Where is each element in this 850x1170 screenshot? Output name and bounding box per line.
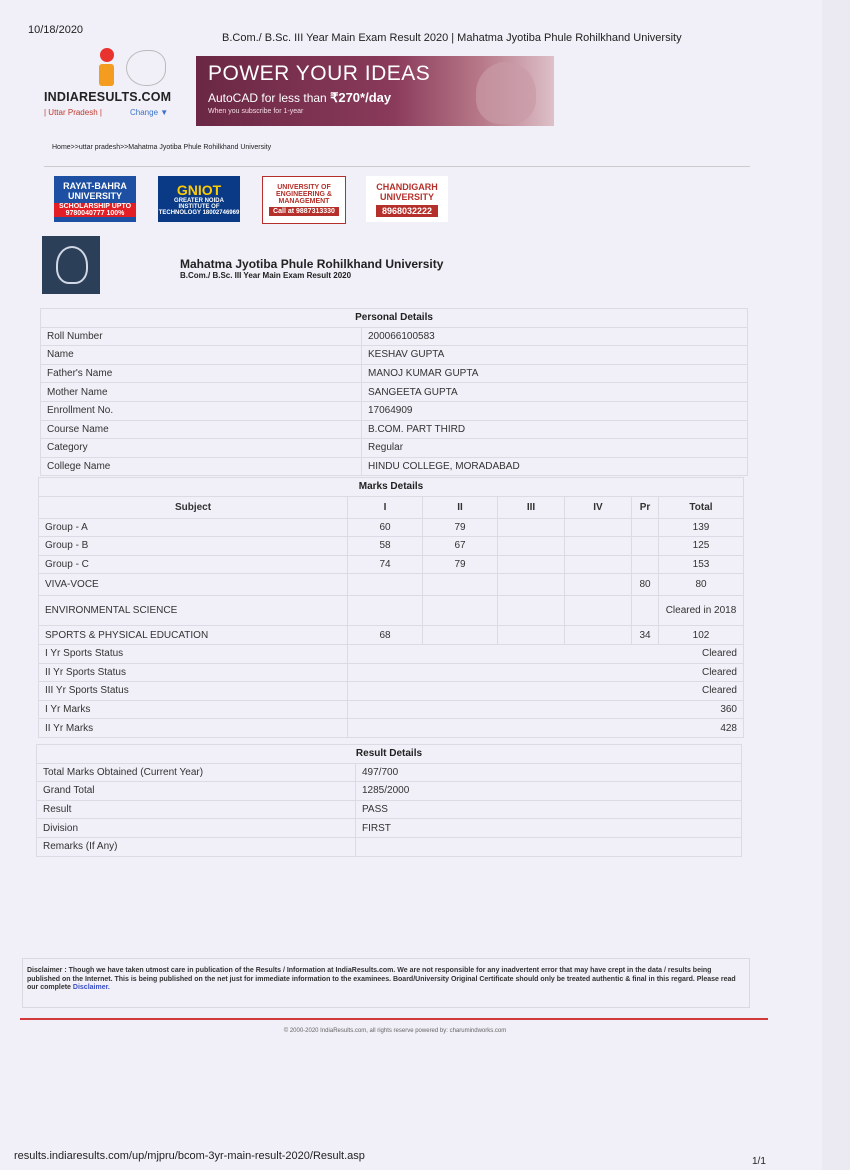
- state-label: | Uttar Pradesh |: [44, 108, 102, 117]
- sponsor-chandigarh[interactable]: CHANDIGARH UNIVERSITY 8968032222: [366, 176, 448, 222]
- table-row: Remarks (If Any): [37, 837, 742, 856]
- ad-photo: [476, 62, 536, 124]
- print-page-number: 1/1: [752, 1156, 766, 1167]
- divider: [44, 166, 750, 167]
- table-row: I Yr Marks 360: [39, 700, 744, 719]
- ad-headline: POWER YOUR IDEAS: [208, 62, 431, 85]
- table-header-row: Subject I II III IV Pr Total: [39, 496, 744, 518]
- table-row: Total Marks Obtained (Current Year) 497/700: [37, 763, 742, 782]
- ad-terms: When you subscribe for 1-year: [208, 108, 304, 115]
- section-heading: Personal Details: [41, 309, 748, 328]
- change-state-link[interactable]: Change ▼: [130, 108, 169, 117]
- table-row: II Yr Sports Status Cleared: [39, 663, 744, 682]
- sponsor-rayat-bahra[interactable]: RAYAT-BAHRA UNIVERSITY SCHOLARSHIP UPTO 9780040777 100%: [54, 176, 136, 222]
- table-row: Roll Number 200066100583: [41, 327, 748, 346]
- section-heading: Result Details: [37, 745, 742, 764]
- print-url: results.indiaresults.com/up/mjpru/bcom-3yr-main-result-2020/Result.asp: [14, 1150, 365, 1162]
- table-row: Enrollment No. 17064909: [41, 401, 748, 420]
- table-row: Result PASS: [37, 800, 742, 819]
- table-row: Division FIRST: [37, 819, 742, 838]
- sponsor-uem[interactable]: UNIVERSITY OF ENGINEERING & MANAGEMENT Call at 9887313330: [262, 176, 346, 224]
- table-row: SPORTS & PHYSICAL EDUCATION 68 34 102: [39, 626, 744, 645]
- table-row: College Name HINDU COLLEGE, MORADABAD: [41, 457, 748, 476]
- university-emblem-icon: [42, 236, 100, 294]
- personal-details-table: [40, 308, 748, 476]
- table-row: Grand Total 1285/2000: [37, 782, 742, 801]
- autocad-ad-banner[interactable]: [196, 56, 554, 126]
- ad-offer: AutoCAD for less than ₹270*/day: [208, 90, 392, 105]
- site-brand: INDIARESULTS.COM: [44, 90, 172, 104]
- table-row: III Yr Sports Status Cleared: [39, 682, 744, 701]
- table-row: I Yr Sports Status Cleared: [39, 644, 744, 663]
- disclaimer: Disclaimer : Though we have taken utmost care in publication of the Results / Information at IndiaResults.com. We are not responsible for any inadvertent error that may have crept in the data / results being published on the Internet. This is being published on the net just for immediate information to the examinees. Board/University Original Certificate should only be treated authentic & final in this regard. Please read our complete Disclaimer.: [22, 958, 750, 1008]
- footer-divider: [20, 1018, 768, 1020]
- person-logo-icon: [94, 48, 120, 88]
- table-row: II Yr Marks 428: [39, 719, 744, 738]
- print-date: 10/18/2020: [28, 24, 84, 36]
- section-heading: Marks Details: [39, 478, 744, 497]
- table-row: Mother Name SANGEETA GUPTA: [41, 383, 748, 402]
- print-title: B.Com./ B.Sc. III Year Main Exam Result 2020 | Mahatma Jyotiba Phule Rohilkhand University: [222, 32, 682, 44]
- site-logo[interactable]: [44, 48, 194, 120]
- table-row: Category Regular: [41, 439, 748, 458]
- copyright: © 2000-2020 IndiaResults.com, all rights reserve powered by: charumindworks.com: [283, 1028, 507, 1034]
- breadcrumb[interactable]: Home>>uttar pradesh>>Mahatma Jyotiba Phule Rohilkhand University: [52, 144, 272, 151]
- table-row: Group - C 74 79 153: [39, 555, 744, 574]
- table-row: ENVIRONMENTAL SCIENCE Cleared in 2018: [39, 596, 744, 626]
- exam-title: B.Com./ B.Sc. III Year Main Exam Result 2020: [180, 271, 352, 280]
- table-row: VIVA-VOCE 80 80: [39, 574, 744, 596]
- table-row: Course Name B.COM. PART THIRD: [41, 420, 748, 439]
- result-details-table: [36, 744, 742, 857]
- table-row: Name KESHAV GUPTA: [41, 346, 748, 365]
- university-name: Mahatma Jyotiba Phule Rohilkhand University: [180, 257, 444, 271]
- table-row: Group - B 58 67 125: [39, 537, 744, 556]
- marks-details-table: [38, 477, 744, 738]
- disclaimer-link[interactable]: Disclaimer.: [72, 984, 110, 991]
- table-row: Father's Name MANOJ KUMAR GUPTA: [41, 364, 748, 383]
- state-map-icon: [126, 50, 166, 86]
- table-row: Group - A 60 79 139: [39, 518, 744, 537]
- sponsor-gniot[interactable]: GNIOT GREATER NOIDA INSTITUTE OF TECHNOLOGY 18002746969: [158, 176, 240, 222]
